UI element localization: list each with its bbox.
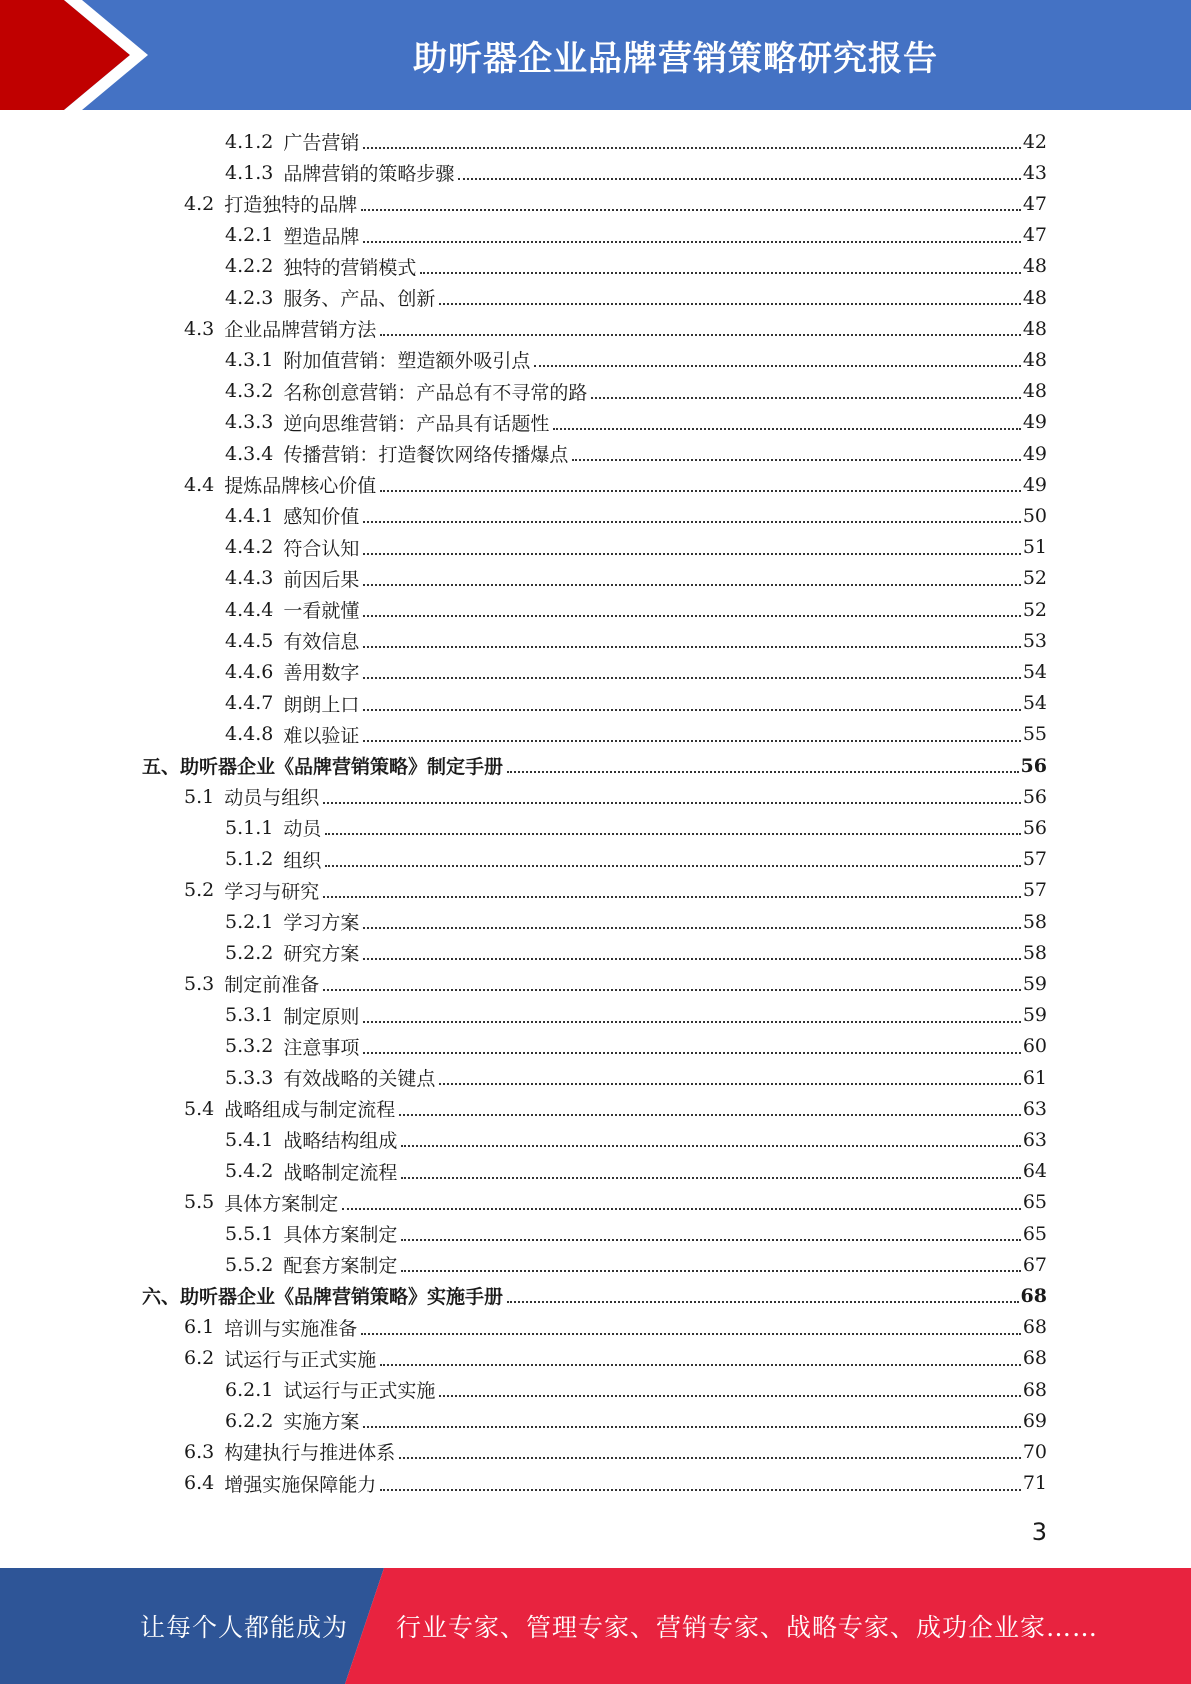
toc-entry-page: 49 bbox=[1022, 473, 1047, 496]
toc-entry-title: 感知价值 bbox=[283, 506, 360, 529]
toc-entry-page: 54 bbox=[1022, 660, 1047, 683]
toc-entry-title: 五、助听器企业《品牌营销策略》制定手册 bbox=[142, 756, 504, 778]
toc-entry-title: 战略制定流程 bbox=[283, 1161, 398, 1184]
toc-entry[interactable] bbox=[225, 1031, 1047, 1062]
toc-entry[interactable] bbox=[225, 1062, 1047, 1093]
toc-entry-title: 朗朗上口 bbox=[283, 693, 360, 716]
toc-entry[interactable] bbox=[184, 1468, 1047, 1499]
toc-dot-leader bbox=[323, 988, 1021, 991]
toc-entry-title: 组织 bbox=[283, 849, 322, 872]
toc-entry-number: 4.4.5 bbox=[225, 629, 274, 652]
footer-slogan-left: 让每个人都能成为 bbox=[140, 1613, 349, 1642]
toc-entry[interactable] bbox=[184, 1436, 1047, 1467]
toc-entry-title: 具体方案制定 bbox=[283, 1224, 398, 1246]
toc-entry-number: 4.4.2 bbox=[225, 536, 274, 559]
toc-entry[interactable] bbox=[225, 1156, 1047, 1187]
toc-entry-number: 5.4 bbox=[184, 1097, 215, 1120]
toc-entry-page: 53 bbox=[1022, 629, 1047, 652]
toc-entry-title: 符合认知 bbox=[283, 537, 360, 560]
toc-entry[interactable] bbox=[225, 220, 1047, 251]
toc-entry-page: 56 bbox=[1022, 785, 1047, 808]
toc-dot-leader bbox=[380, 489, 1021, 492]
toc-dot-leader bbox=[380, 1363, 1021, 1366]
toc-dot-leader bbox=[363, 1020, 1020, 1023]
toc-entry-page: 49 bbox=[1022, 411, 1047, 434]
toc-entry[interactable] bbox=[184, 313, 1047, 344]
toc-dot-leader bbox=[323, 895, 1021, 898]
toc-entry-number: 6.1 bbox=[184, 1316, 215, 1339]
toc-dot-leader bbox=[420, 271, 1020, 274]
toc-entry-page: 69 bbox=[1022, 1409, 1047, 1432]
toc-entry-title: 构建执行与推进体系 bbox=[224, 1442, 396, 1465]
header-red-chevron bbox=[0, 0, 130, 110]
toc-entry-title: 有效战略的关键点 bbox=[283, 1068, 436, 1090]
toc-entry-number: 5.1.2 bbox=[225, 848, 274, 871]
toc-dot-leader bbox=[325, 864, 1020, 867]
toc-entry-title: 动员 bbox=[283, 818, 322, 841]
toc-dot-leader bbox=[361, 208, 1021, 211]
toc-entry[interactable] bbox=[225, 407, 1047, 438]
toc-dot-leader bbox=[380, 333, 1021, 336]
toc-chapter-entry[interactable] bbox=[142, 750, 1047, 781]
toc-entry-title: 有效信息 bbox=[283, 631, 360, 654]
toc-entry-page: 58 bbox=[1022, 910, 1047, 933]
toc-entry-number: 5.2.1 bbox=[225, 910, 274, 933]
toc-entry-page: 48 bbox=[1022, 348, 1047, 371]
toc-entry-page: 63 bbox=[1022, 1128, 1047, 1151]
toc-entry-page: 56 bbox=[1022, 816, 1047, 839]
toc-dot-leader bbox=[363, 676, 1020, 679]
header-banner bbox=[0, 0, 1191, 110]
toc-entry-number: 5.1 bbox=[184, 785, 215, 808]
toc-entry-page: 58 bbox=[1022, 941, 1047, 964]
toc-entry-title: 名称创意营销：产品总有不寻常的路 bbox=[283, 381, 588, 404]
toc-entry-page: 56 bbox=[1020, 754, 1047, 777]
footer-banner bbox=[0, 1568, 1191, 1684]
toc-entry-title: 前因后果 bbox=[283, 568, 360, 591]
toc-entry-title: 试运行与正式实施 bbox=[283, 1380, 436, 1402]
toc-entry-page: 71 bbox=[1022, 1472, 1047, 1495]
toc-entry-number: 4.2 bbox=[184, 192, 215, 215]
toc-entry-number: 4.4.8 bbox=[225, 723, 274, 746]
toc-entry-title: 塑造品牌 bbox=[283, 225, 360, 248]
toc-entry-number: 4.3.1 bbox=[225, 348, 274, 371]
toc-entry-title: 学习方案 bbox=[283, 912, 360, 934]
toc-dot-leader bbox=[363, 614, 1020, 617]
toc-entry-page: 68 bbox=[1022, 1378, 1047, 1401]
toc-entry-title: 打造独特的品牌 bbox=[224, 194, 358, 217]
toc-entry-title: 培训与实施准备 bbox=[224, 1317, 358, 1340]
toc-entry-title: 附加值营销：塑造额外吸引点 bbox=[283, 350, 531, 373]
toc-entry[interactable] bbox=[225, 656, 1047, 687]
toc-entry[interactable] bbox=[184, 875, 1047, 906]
toc-entry-number: 4.4.1 bbox=[225, 504, 274, 527]
toc-entry-title: 善用数字 bbox=[283, 662, 360, 685]
toc-entry-number: 4.4.4 bbox=[225, 598, 274, 621]
toc-entry[interactable] bbox=[184, 1187, 1047, 1218]
toc-entry[interactable] bbox=[184, 1343, 1047, 1374]
toc-dot-leader bbox=[458, 177, 1020, 180]
toc-dot-leader bbox=[363, 926, 1020, 929]
toc-entry-page: 48 bbox=[1022, 380, 1047, 403]
toc-entry[interactable] bbox=[225, 157, 1047, 188]
toc-entry-number: 5.4.2 bbox=[225, 1160, 274, 1183]
toc-entry-number: 5.2 bbox=[184, 879, 215, 902]
toc-dot-leader bbox=[439, 302, 1020, 305]
toc-entry-title: 传播营销：打造餐饮网络传播爆点 bbox=[283, 444, 569, 466]
toc-entry-page: 49 bbox=[1022, 442, 1047, 465]
toc-entry-number: 4.3.3 bbox=[225, 411, 274, 434]
toc-entry-title: 六、助听器企业《品牌营销策略》实施手册 bbox=[142, 1286, 504, 1309]
toc-entry-page: 63 bbox=[1022, 1097, 1047, 1120]
toc-entry[interactable] bbox=[184, 469, 1047, 500]
toc-entry-page: 65 bbox=[1022, 1191, 1047, 1214]
toc-entry-page: 68 bbox=[1022, 1316, 1047, 1339]
toc-entry-number: 5.5.1 bbox=[225, 1222, 274, 1245]
toc-entry-page: 55 bbox=[1022, 723, 1047, 746]
toc-entry[interactable] bbox=[184, 1312, 1047, 1343]
toc-entry-title: 具体方案制定 bbox=[224, 1192, 339, 1215]
toc-entry-title: 难以验证 bbox=[283, 724, 360, 747]
toc-entry-number: 5.3.1 bbox=[225, 1004, 274, 1027]
toc-entry[interactable] bbox=[225, 1218, 1047, 1249]
toc-dot-leader bbox=[572, 458, 1020, 461]
toc-dot-leader bbox=[401, 1238, 1020, 1241]
toc-dot-leader bbox=[507, 1300, 1019, 1303]
toc-entry-number: 4.4.7 bbox=[225, 692, 274, 715]
toc-entry[interactable] bbox=[225, 126, 1047, 157]
toc-entry-title: 注意事项 bbox=[283, 1036, 360, 1059]
toc-entry[interactable] bbox=[225, 1000, 1047, 1031]
toc-entry[interactable] bbox=[225, 563, 1047, 594]
toc-entry-page: 67 bbox=[1022, 1253, 1047, 1276]
toc-entry-number: 4.2.1 bbox=[225, 224, 274, 247]
toc-entry-number: 4.2.3 bbox=[225, 286, 274, 309]
toc-dot-leader bbox=[325, 832, 1020, 835]
toc-entry-number: 4.4 bbox=[184, 473, 215, 496]
toc-dot-leader bbox=[401, 1176, 1020, 1179]
toc-entry-title: 增强实施保障能力 bbox=[224, 1473, 377, 1496]
toc-entry-title: 独特的营销模式 bbox=[283, 256, 417, 279]
toc-entry-page: 57 bbox=[1022, 879, 1047, 902]
toc-dot-leader bbox=[553, 427, 1020, 430]
toc-entry[interactable] bbox=[184, 188, 1047, 219]
toc-entry-page: 68 bbox=[1022, 1347, 1047, 1370]
toc-entry-number: 5.5 bbox=[184, 1191, 215, 1214]
toc-dot-leader bbox=[363, 957, 1020, 960]
toc-entry-number: 4.3 bbox=[184, 317, 215, 340]
toc-entry-number: 4.4.6 bbox=[225, 660, 274, 683]
toc-entry-page: 65 bbox=[1022, 1222, 1047, 1245]
toc-entry-page: 54 bbox=[1022, 692, 1047, 715]
toc-entry[interactable] bbox=[225, 906, 1047, 937]
toc-entry-title: 制定原则 bbox=[283, 1005, 360, 1028]
toc-entry-page: 42 bbox=[1022, 130, 1047, 153]
toc-entry-title: 广告营销 bbox=[283, 132, 360, 154]
toc-entry-number: 5.3 bbox=[184, 972, 215, 995]
toc-entry-number: 6.2 bbox=[184, 1347, 215, 1370]
toc-dot-leader bbox=[507, 770, 1019, 773]
toc-dot-leader bbox=[399, 1456, 1021, 1459]
toc-dot-leader bbox=[363, 240, 1020, 243]
toc-entry-number: 5.5.2 bbox=[225, 1253, 274, 1276]
toc-dot-leader bbox=[401, 1269, 1020, 1272]
footer-slogan-right: 行业专家、管理专家、营销专家、战略专家、成功企业家…… bbox=[396, 1613, 1099, 1642]
toc-entry[interactable] bbox=[225, 438, 1047, 469]
toc-entry-number: 6.3 bbox=[184, 1440, 215, 1463]
toc-dot-leader bbox=[361, 1332, 1021, 1335]
toc-entry-page: 57 bbox=[1022, 848, 1047, 871]
toc-entry-number: 5.4.1 bbox=[225, 1128, 274, 1151]
toc-entry[interactable] bbox=[225, 688, 1047, 719]
toc-dot-leader bbox=[363, 146, 1020, 149]
toc-entry[interactable] bbox=[225, 344, 1047, 375]
toc-dot-leader bbox=[439, 1394, 1020, 1397]
toc-entry-number: 4.3.4 bbox=[225, 442, 274, 465]
toc-entry-page: 51 bbox=[1022, 536, 1047, 559]
toc-dot-leader bbox=[380, 1488, 1021, 1491]
toc-entry[interactable] bbox=[225, 282, 1047, 313]
toc-entry[interactable] bbox=[184, 1093, 1047, 1124]
toc-entry-title: 实施方案 bbox=[283, 1411, 360, 1434]
document-title: 助听器企业品牌营销策略研究报告 bbox=[413, 38, 938, 79]
toc-entry[interactable] bbox=[184, 968, 1047, 999]
toc-entry-page: 59 bbox=[1022, 1004, 1047, 1027]
toc-entry[interactable] bbox=[184, 781, 1047, 812]
toc-entry[interactable] bbox=[225, 1374, 1047, 1405]
toc-entry[interactable] bbox=[225, 500, 1047, 531]
toc-dot-leader bbox=[363, 739, 1020, 742]
toc-entry-number: 6.4 bbox=[184, 1472, 215, 1495]
toc-dot-leader bbox=[363, 552, 1020, 555]
toc-dot-leader bbox=[342, 1207, 1021, 1210]
toc-dot-leader bbox=[363, 520, 1020, 523]
toc-entry-number: 4.1.2 bbox=[225, 130, 274, 153]
toc-entry-title: 一看就懂 bbox=[283, 600, 360, 622]
toc-dot-leader bbox=[534, 364, 1020, 367]
toc-entry-number: 6.2.2 bbox=[225, 1409, 274, 1432]
toc-entry-number: 5.2.2 bbox=[225, 941, 274, 964]
toc-dot-leader bbox=[363, 1425, 1020, 1428]
toc-entry-page: 43 bbox=[1022, 161, 1047, 184]
toc-dot-leader bbox=[363, 1051, 1020, 1054]
toc-dot-leader bbox=[439, 1082, 1020, 1085]
toc-entry-page: 59 bbox=[1022, 972, 1047, 995]
toc-chapter-entry[interactable] bbox=[142, 1280, 1047, 1311]
toc-entry-title: 研究方案 bbox=[283, 943, 360, 966]
toc-entry-page: 70 bbox=[1022, 1440, 1047, 1463]
toc-entry-title: 学习与研究 bbox=[224, 880, 320, 903]
toc-entry[interactable] bbox=[225, 1405, 1047, 1436]
toc-entry-page: 60 bbox=[1022, 1035, 1047, 1058]
toc-dot-leader bbox=[323, 801, 1021, 804]
page-number: 3 bbox=[1031, 1518, 1047, 1546]
toc-entry-page: 47 bbox=[1022, 224, 1047, 247]
toc-entry[interactable] bbox=[225, 532, 1047, 563]
toc-entry[interactable] bbox=[225, 937, 1047, 968]
toc-entry-page: 64 bbox=[1022, 1160, 1047, 1183]
toc-entry-page: 48 bbox=[1022, 317, 1047, 340]
toc-entry-page: 48 bbox=[1022, 255, 1047, 278]
toc-entry-number: 5.3.3 bbox=[225, 1066, 274, 1089]
toc-entry-title: 战略组成与制定流程 bbox=[224, 1099, 396, 1122]
toc-entry[interactable] bbox=[225, 719, 1047, 750]
toc-entry-title: 制定前准备 bbox=[224, 974, 320, 997]
toc-entry-title: 品牌营销的策略步骤 bbox=[283, 163, 455, 186]
toc-entry-number: 4.4.3 bbox=[225, 567, 274, 590]
toc-entry-page: 52 bbox=[1022, 598, 1047, 621]
toc-entry-title: 提炼品牌核心价值 bbox=[224, 475, 377, 498]
toc-entry-title: 服务、产品、创新 bbox=[283, 288, 436, 310]
toc-entry-page: 48 bbox=[1022, 286, 1047, 309]
toc-entry[interactable] bbox=[225, 594, 1047, 625]
toc-entry-number: 5.3.2 bbox=[225, 1035, 274, 1058]
toc-entry-page: 61 bbox=[1022, 1066, 1047, 1089]
toc-entry-title: 战略结构组成 bbox=[283, 1130, 398, 1153]
toc-entry-page: 68 bbox=[1020, 1284, 1047, 1307]
toc-entry[interactable] bbox=[225, 376, 1047, 407]
toc-dot-leader bbox=[591, 396, 1020, 399]
toc-dot-leader bbox=[401, 1144, 1020, 1147]
toc-entry-number: 4.3.2 bbox=[225, 380, 274, 403]
toc-dot-leader bbox=[363, 583, 1020, 586]
toc-entry[interactable] bbox=[225, 1249, 1047, 1280]
toc-entry[interactable] bbox=[225, 251, 1047, 282]
toc-entry-number: 5.1.1 bbox=[225, 816, 274, 839]
toc-entry-title: 企业品牌营销方法 bbox=[224, 319, 377, 342]
header-chevron-graphic bbox=[0, 0, 160, 110]
toc-dot-leader bbox=[399, 1113, 1021, 1116]
toc-entry[interactable] bbox=[225, 812, 1047, 843]
toc-dot-leader bbox=[363, 645, 1020, 648]
toc-entry-title: 逆向思维营销：产品具有话题性 bbox=[283, 412, 550, 435]
toc-entry-number: 4.2.2 bbox=[225, 255, 274, 278]
toc-entry-title: 配套方案制定 bbox=[283, 1255, 398, 1278]
toc-entry[interactable] bbox=[225, 844, 1047, 875]
toc-entry-title: 试运行与正式实施 bbox=[224, 1348, 377, 1371]
toc-entry-number: 6.2.1 bbox=[225, 1378, 274, 1401]
toc-entry[interactable] bbox=[225, 1124, 1047, 1155]
toc-entry-page: 52 bbox=[1022, 567, 1047, 590]
toc-entry-page: 50 bbox=[1022, 504, 1047, 527]
toc-entry[interactable] bbox=[225, 625, 1047, 656]
toc-entry-number: 4.1.3 bbox=[225, 161, 274, 184]
toc-dot-leader bbox=[363, 708, 1020, 711]
toc-entry-title: 动员与组织 bbox=[224, 787, 320, 810]
toc-entry-page: 47 bbox=[1022, 192, 1047, 215]
